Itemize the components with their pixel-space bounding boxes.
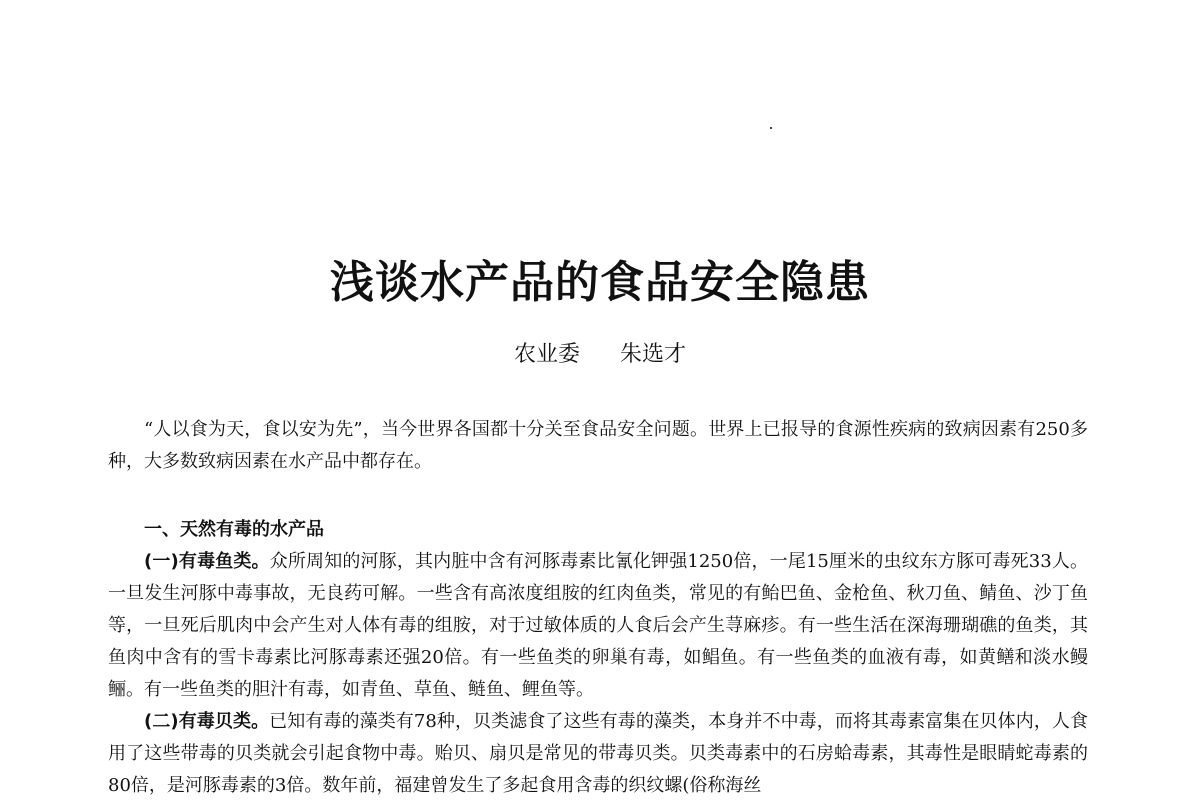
paragraph-lead: (一)有毒鱼类。 bbox=[144, 551, 270, 572]
section-heading: 一、天然有毒的水产品 bbox=[144, 519, 324, 540]
author-name: 朱选才 bbox=[620, 342, 687, 367]
byline bbox=[0, 340, 1200, 370]
author-organization: 农业委 bbox=[513, 342, 580, 367]
paragraph-lead: (二)有毒贝类。 bbox=[144, 711, 270, 732]
paragraph-toxic-fish bbox=[108, 546, 1088, 706]
article-body bbox=[108, 414, 1088, 802]
paragraph-text: 已知有毒的藻类有78种，贝类滤食了这些有毒的藻类，本身并不中毒，而将其毒素富集在贝体内，人食用了这些带毒的贝类就会引起食物中毒。贻贝、扇贝是常见的带毒贝类。贝类毒素中的石房蛤毒素，其毒性是眼睛蛇毒素的80倍，是河豚毒素的3倍。数年前，福建曾发生了多起食用含毒的织纹螺(俗称海丝 bbox=[108, 711, 1088, 796]
intro-paragraph: “人以食为天，食以安为先”，当今世界各国都十分关至食品安全问题。世界上已报导的食源性疾病的致病因素有250多种，大多数致病因素在水产品中都存在。 bbox=[108, 419, 1088, 472]
article-title: 浅谈水产品的食品安全隐患 bbox=[330, 257, 870, 308]
paragraph-toxic-shellfish bbox=[108, 706, 1088, 802]
scan-speck bbox=[770, 127, 772, 129]
paragraph-text: 众所周知的河豚，其内脏中含有河豚毒素比氰化钾强1250倍，一尾15厘米的虫纹东方豚可毒死33人。一旦发生河豚中毒事故，无良药可解。一些含有高浓度组胺的红肉鱼类，常见的有鲐巴鱼、金枪鱼、秋刀鱼、鲭鱼、沙丁鱼等，一旦死后肌肉中会产生对人体有毒的组胺，对于过敏体质的人食后会产生荨麻疹。有一些生活在深海珊瑚礁的鱼类，其鱼肉中含有的雪卡毒素比河豚毒素还强20倍。有一些鱼类的卵巢有毒，如鲳鱼。有一些鱼类的血液有毒，如黄鳝和淡水鳗鲡。有一些鱼类的胆汁有毒，如青鱼、草鱼、鲢鱼、鲤鱼等。 bbox=[108, 551, 1089, 700]
